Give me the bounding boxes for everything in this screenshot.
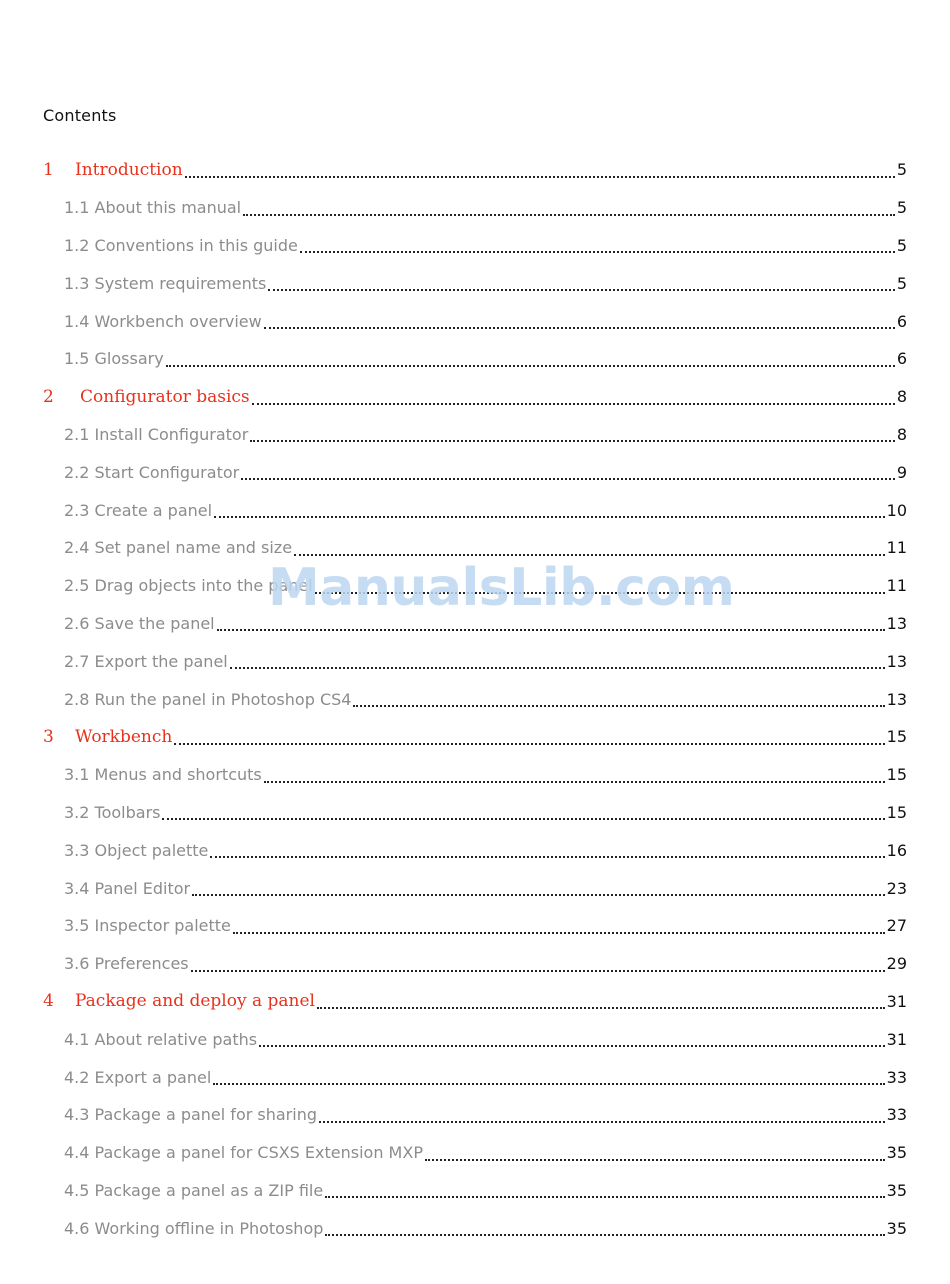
toc-page-number: 11 <box>886 576 907 596</box>
toc-chapter-number: 4 <box>43 991 54 1012</box>
toc-page-number: 31 <box>886 991 907 1011</box>
toc-section-title: 1.3 System requirements <box>64 273 267 293</box>
toc-section-2-3[interactable] <box>0 491 907 529</box>
toc-page-number: 15 <box>886 802 907 822</box>
toc-section-title: 4.5 Package a panel as a ZIP file <box>64 1180 324 1200</box>
toc-section-title: 4.3 Package a panel for sharing <box>64 1105 317 1125</box>
toc-section-title: 2.3 Create a panel <box>64 500 213 520</box>
toc-dot-leader <box>325 1196 884 1198</box>
toc-page-number: 10 <box>886 500 907 520</box>
toc-chapter-title: Package and deploy a panel <box>75 991 315 1012</box>
table-of-contents <box>0 151 950 1247</box>
toc-page-number: 33 <box>886 1067 907 1087</box>
toc-dot-leader <box>214 516 885 518</box>
toc-section-4-4[interactable] <box>0 1134 907 1172</box>
toc-dot-leader <box>185 176 895 178</box>
toc-section-title: 2.6 Save the panel <box>64 613 215 633</box>
toc-dot-leader <box>264 327 895 329</box>
toc-page-number: 35 <box>886 1143 907 1163</box>
toc-section-4-1[interactable] <box>0 1020 907 1058</box>
toc-page-number: 8 <box>896 424 907 444</box>
toc-dot-leader <box>233 932 885 934</box>
toc-chapter-2[interactable] <box>0 378 907 416</box>
toc-chapter-number: 2 <box>43 386 54 407</box>
watermark-logo: ManualsLib.com <box>268 558 735 618</box>
toc-section-1-1[interactable] <box>0 189 907 227</box>
toc-section-3-6[interactable] <box>0 945 907 983</box>
toc-page-number: 13 <box>886 613 907 633</box>
toc-section-3-3[interactable] <box>0 831 907 869</box>
toc-chapter-title: Workbench <box>75 726 173 747</box>
toc-section-title: 3.6 Preferences <box>64 954 189 974</box>
toc-section-title: 3.2 Toolbars <box>64 802 161 822</box>
toc-section-2-6[interactable] <box>0 605 907 643</box>
toc-chapter-title: Configurator basics <box>80 386 250 407</box>
toc-section-1-4[interactable] <box>0 302 907 340</box>
toc-dot-leader <box>213 1083 884 1085</box>
toc-section-title: 3.5 Inspector palette <box>64 916 231 936</box>
toc-section-2-7[interactable] <box>0 642 907 680</box>
toc-section-title: 2.2 Start Configurator <box>64 462 240 482</box>
toc-page-number: 6 <box>896 311 907 331</box>
toc-page-number: 6 <box>896 349 907 369</box>
toc-dot-leader <box>230 667 885 669</box>
toc-dot-leader <box>425 1159 885 1161</box>
toc-dot-leader <box>166 365 895 367</box>
toc-section-title: 2.7 Export the panel <box>64 651 228 671</box>
toc-dot-leader <box>294 554 885 556</box>
toc-chapter-1[interactable] <box>0 151 907 189</box>
toc-section-title: 1.2 Conventions in this guide <box>64 235 298 255</box>
toc-dot-leader <box>250 440 895 442</box>
toc-dot-leader <box>243 214 895 216</box>
toc-chapter-title: Introduction <box>75 159 183 180</box>
toc-page-number: 27 <box>886 916 907 936</box>
toc-chapter-3[interactable] <box>0 718 907 756</box>
toc-section-2-4[interactable] <box>0 529 907 567</box>
toc-dot-leader <box>241 478 895 480</box>
toc-page-number: 8 <box>896 387 907 407</box>
toc-section-title: 4.4 Package a panel for CSXS Extension MXP <box>64 1143 423 1163</box>
toc-section-2-5[interactable] <box>0 567 907 605</box>
toc-page-number: 35 <box>886 1218 907 1238</box>
toc-dot-leader <box>317 1007 885 1009</box>
toc-section-title: 3.1 Menus and shortcuts <box>64 765 262 785</box>
toc-page-number: 9 <box>896 462 907 482</box>
toc-section-3-5[interactable] <box>0 907 907 945</box>
toc-dot-leader <box>264 781 885 783</box>
toc-page-number: 15 <box>886 727 907 747</box>
toc-dot-leader <box>191 970 885 972</box>
toc-page-number: 5 <box>896 273 907 293</box>
toc-page-number: 5 <box>896 198 907 218</box>
toc-section-3-1[interactable] <box>0 756 907 794</box>
toc-dot-leader <box>192 894 885 896</box>
toc-section-title: 4.2 Export a panel <box>64 1067 212 1087</box>
toc-dot-leader <box>353 705 884 707</box>
toc-page-number: 23 <box>886 878 907 898</box>
toc-section-title: 1.4 Workbench overview <box>64 311 262 331</box>
toc-page-number: 13 <box>886 689 907 709</box>
toc-dot-leader <box>300 251 895 253</box>
toc-section-2-8[interactable] <box>0 680 907 718</box>
toc-section-4-2[interactable] <box>0 1058 907 1096</box>
toc-page-number: 16 <box>886 840 907 860</box>
toc-chapter-number: 1 <box>43 159 54 180</box>
toc-section-1-2[interactable] <box>0 227 907 265</box>
toc-section-title: 1.5 Glossary <box>64 349 164 369</box>
contents-heading: Contents <box>43 106 117 125</box>
toc-dot-leader <box>252 403 895 405</box>
toc-dot-leader <box>217 629 885 631</box>
toc-page-number: 13 <box>886 651 907 671</box>
toc-section-3-4[interactable] <box>0 869 907 907</box>
toc-section-title: 2.5 Drag objects into the panel <box>64 576 313 596</box>
toc-section-title: 2.4 Set panel name and size <box>64 538 293 558</box>
toc-page-number: 31 <box>886 1029 907 1049</box>
toc-dot-leader <box>315 592 885 594</box>
toc-section-4-3[interactable] <box>0 1096 907 1134</box>
toc-section-2-2[interactable] <box>0 453 907 491</box>
toc-dot-leader <box>319 1121 885 1123</box>
toc-dot-leader <box>210 856 884 858</box>
toc-dot-leader <box>268 289 894 291</box>
toc-section-title: 4.1 About relative paths <box>64 1029 258 1049</box>
toc-dot-leader <box>174 743 884 745</box>
toc-page-number: 35 <box>886 1180 907 1200</box>
toc-section-2-1[interactable] <box>0 416 907 454</box>
toc-chapter-4[interactable] <box>0 983 907 1021</box>
toc-section-title: 3.3 Object palette <box>64 840 209 860</box>
toc-section-title: 1.1 About this manual <box>64 198 242 218</box>
toc-section-3-2[interactable] <box>0 794 907 832</box>
toc-section-title: 3.4 Panel Editor <box>64 878 191 898</box>
toc-page-number: 11 <box>886 538 907 558</box>
toc-page-number: 33 <box>886 1105 907 1125</box>
toc-section-4-6[interactable] <box>0 1209 907 1247</box>
toc-section-1-3[interactable] <box>0 264 907 302</box>
toc-page-number: 29 <box>886 954 907 974</box>
toc-page-number: 15 <box>886 765 907 785</box>
toc-section-title: 4.6 Working offline in Photoshop <box>64 1218 324 1238</box>
toc-section-1-5[interactable] <box>0 340 907 378</box>
toc-chapter-number: 3 <box>43 726 54 747</box>
toc-page-number: 5 <box>896 160 907 180</box>
toc-dot-leader <box>162 818 884 820</box>
toc-section-title: 2.1 Install Configurator <box>64 424 249 444</box>
toc-page-number: 5 <box>896 235 907 255</box>
toc-section-4-5[interactable] <box>0 1172 907 1210</box>
toc-dot-leader <box>325 1234 884 1236</box>
toc-section-title: 2.8 Run the panel in Photoshop CS4 <box>64 689 352 709</box>
toc-dot-leader <box>259 1045 885 1047</box>
